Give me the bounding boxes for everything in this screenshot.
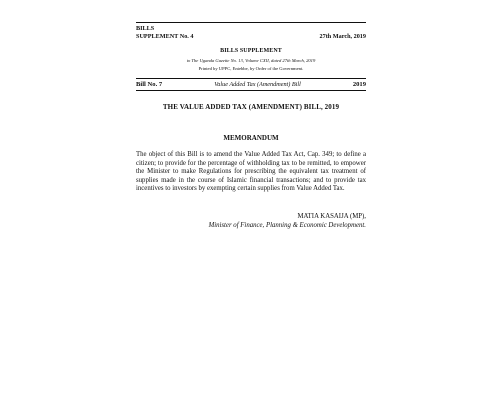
bill-short-name: Value Added Tax (Amendment) Bill: [214, 81, 301, 88]
page-header: [136, 22, 366, 40]
supplement-title: BILLS SUPPLEMENT: [220, 48, 282, 54]
memorandum-heading: MEMORANDUM: [223, 134, 279, 142]
printer-notice: Printed by UPPC, Entebbe, by Order of the Government.: [198, 66, 304, 71]
signatory-role: Minister of Finance, Planning & Economic Development.: [208, 221, 366, 229]
bill-title: THE VALUE ADDED TAX (AMENDMENT) BILL, 2019: [162, 103, 340, 111]
signature-block: [136, 213, 366, 230]
bill-number: Bill No. 7: [136, 81, 163, 88]
header-row: [136, 33, 366, 41]
bill-identification-line: [136, 78, 366, 91]
gazette-reference: to The Uganda Gazette No. 13, Volume CXII, dated 27th March, 2019: [186, 58, 316, 63]
memorandum-body: The object of this Bill is to amend the Value Added Tax Act, Cap. 349; to define a citizen; to provide for the percentage of withholding tax to be remitted, to empower the Minister to make Regulations for prescribing the equivalent tax treatment of supplies made in the course of Islamic financial transactions; and to provide tax incentives to investors by exempting certain supplies from Value Added Tax.: [136, 151, 366, 193]
header-date: 27th March, 2019: [319, 32, 366, 40]
document-page: [136, 22, 366, 230]
header-series: BILLS: [136, 25, 155, 32]
signatory-name: MATIA KASAIJA (MP),: [297, 212, 366, 220]
supplement-number: SUPPLEMENT No. 4: [136, 32, 194, 40]
bill-year: 2019: [352, 81, 366, 88]
